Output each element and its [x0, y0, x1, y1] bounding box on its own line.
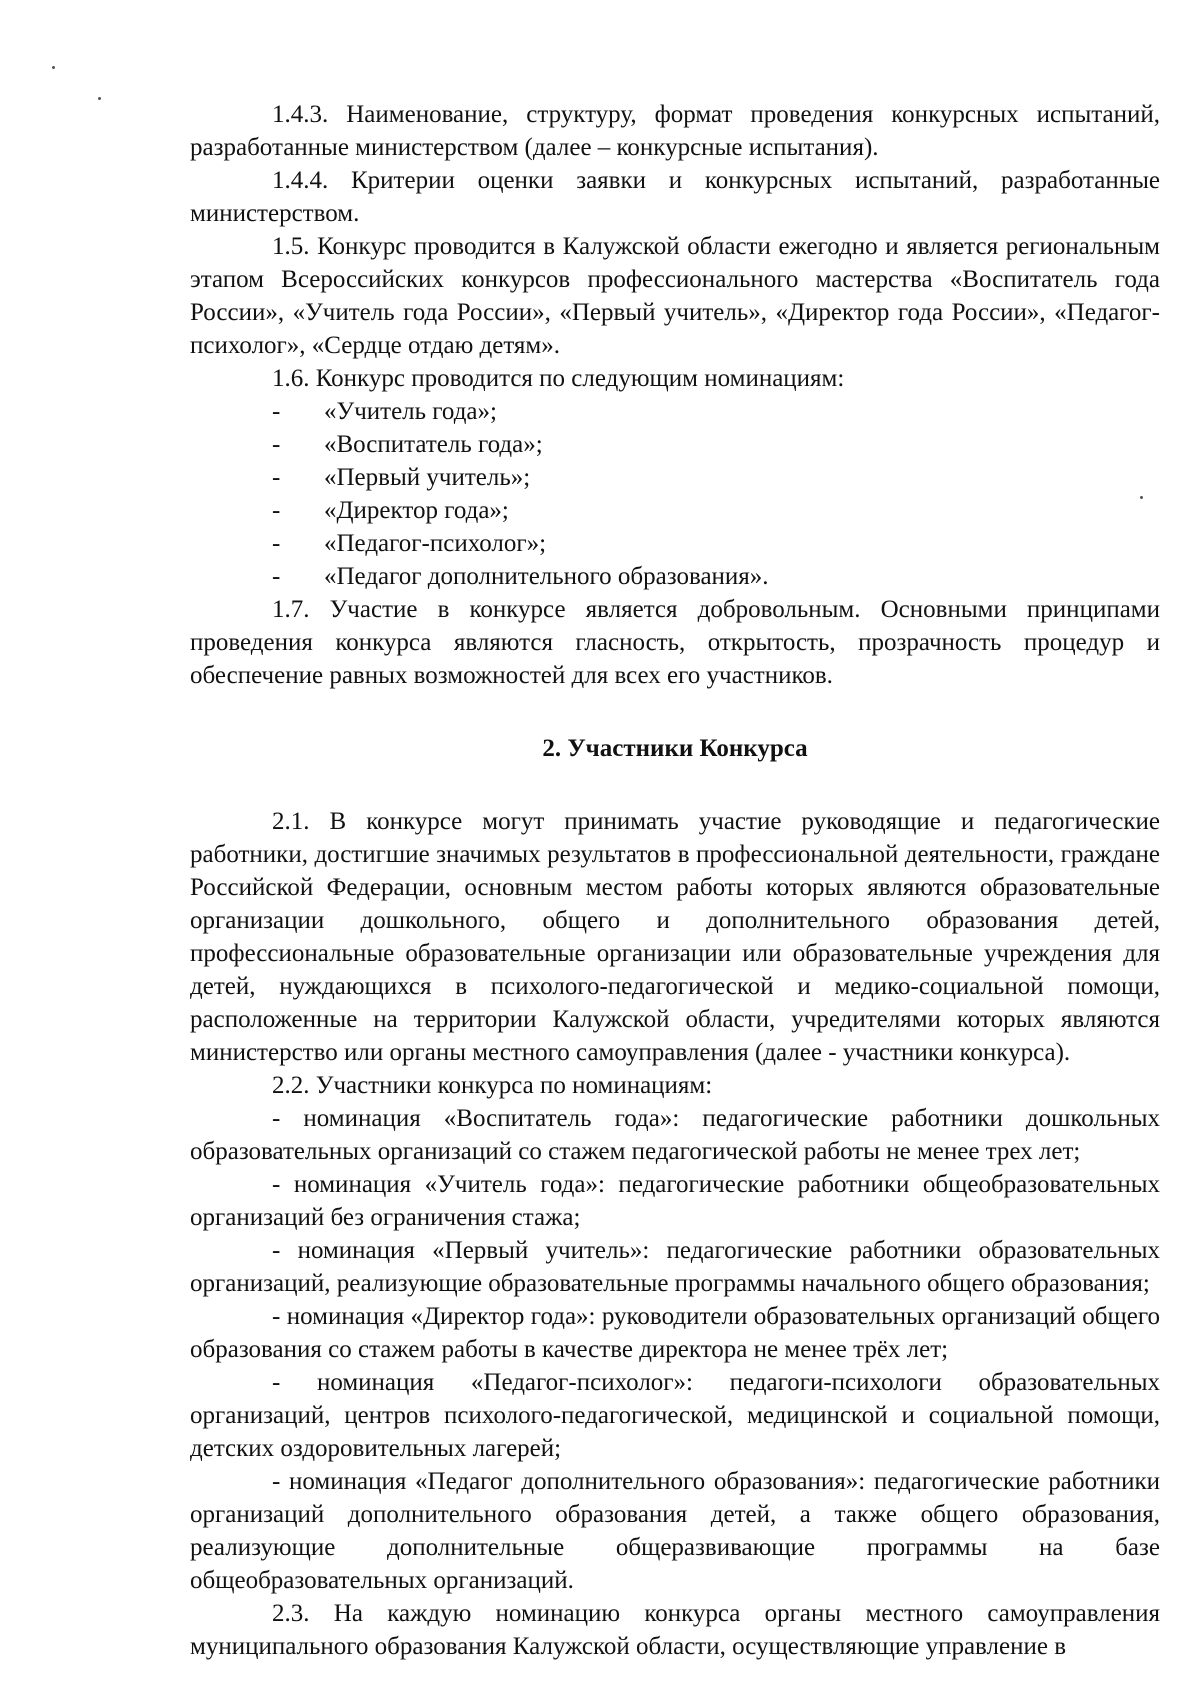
nomination-director: - номинация «Директор года»: руководители образовательных организаций общего образования со стажем работы в качестве директора не менее трёх лет; [190, 1303, 1160, 1363]
list-item-text: «Первый учитель»; [324, 464, 531, 491]
list-item-text: «Учитель года»; [324, 398, 497, 425]
paragraph-1-5: 1.5. Конкурс проводится в Калужской области ежегодно и является региональным этапом Всероссийских конкурсов профессионального мастерства «Воспитатель года России», «Учитель года России», «Первый учитель», «Директор года России», «Педагог-психолог», «Сердце отдаю детям». [190, 233, 1160, 359]
list-item [190, 461, 1160, 494]
list-dash: - [272, 398, 281, 425]
list-item [190, 527, 1160, 560]
list-dash: - [272, 530, 281, 557]
list-dash: - [272, 497, 281, 524]
paragraph-1-4-4: 1.4.4. Критерии оценки заявки и конкурсных испытаний, разработанные министерством. [190, 167, 1160, 227]
scan-speck [52, 66, 55, 69]
nomination-first-teacher: - номинация «Первый учитель»: педагогические работники образовательных организаций, реализующие образовательные программы начального общего образования; [190, 1237, 1160, 1297]
paragraph-1-4-3: 1.4.3. Наименование, структуру, формат проведения конкурсных испытаний, разработанные министерством (далее – конкурсные испытания). [190, 101, 1160, 161]
list-item [190, 560, 1160, 593]
list-item-text: «Директор года»; [324, 497, 509, 524]
nomination-teacher: - номинация «Учитель года»: педагогические работники общеобразовательных организаций без ограничения стажа; [190, 1171, 1160, 1231]
list-dash: - [272, 464, 281, 491]
paragraph-1-7: 1.7. Участие в конкурсе является добровольным. Основными принципами проведения конкурса являются гласность, открытость, прозрачность процедур и обеспечение равных возможностей для всех его участников. [190, 596, 1160, 689]
nominations-list [190, 395, 1160, 593]
paragraph-1-6: 1.6. Конкурс проводится по следующим номинациям: [272, 365, 845, 392]
document-body [190, 98, 1160, 1663]
list-item-text: «Педагог-психолог»; [324, 530, 547, 557]
section-heading: 2. Участники Конкурса [542, 735, 808, 762]
list-item-text: «Воспитатель года»; [324, 431, 543, 458]
paragraph-2-1: 2.1. В конкурсе могут принимать участие руководящие и педагогические работники, достигшие значимых результатов в профессиональной деятельности, граждане Российской Федерации, основным местом работы которых являются образовательные организации дошкольного, общего и дополнительного образования детей, профессиональные образовательные организации или образовательные учреждения для детей, нуждающихся в психолого-педагогической и медико-социальной помощи, расположенные на территории Калужской области, учредителями которых являются министерство или органы местного самоуправления (далее - участники конкурса). [190, 808, 1160, 1066]
list-item [190, 494, 1160, 527]
nomination-additional-education: - номинация «Педагог дополнительного образования»: педагогические работники организаций дополнительного образования детей, а также общего образования, реализующие дополнительные общеразвивающие программы на базе общеобразовательных организаций. [190, 1468, 1160, 1594]
list-item [190, 428, 1160, 461]
paragraph-2-2: 2.2. Участники конкурса по номинациям: [272, 1072, 713, 1099]
list-item-text: «Педагог дополнительного образования». [324, 563, 769, 590]
nomination-educator: - номинация «Воспитатель года»: педагогические работники дошкольных образовательных организаций со стажем педагогической работы не менее трех лет; [190, 1105, 1160, 1165]
paragraph-2-3: 2.3. На каждую номинацию конкурса органы местного самоуправления муниципального образования Калужской области, осуществляющие управление в [190, 1600, 1160, 1660]
list-dash: - [272, 563, 281, 590]
list-dash: - [272, 431, 281, 458]
nomination-psychologist: - номинация «Педагог-психолог»: педагоги-психологи образовательных организаций, центров психолого-педагогической, медицинской и социальной помощи, детских оздоровительных лагерей; [190, 1369, 1160, 1462]
list-item [190, 395, 1160, 428]
scan-speck [98, 97, 101, 100]
